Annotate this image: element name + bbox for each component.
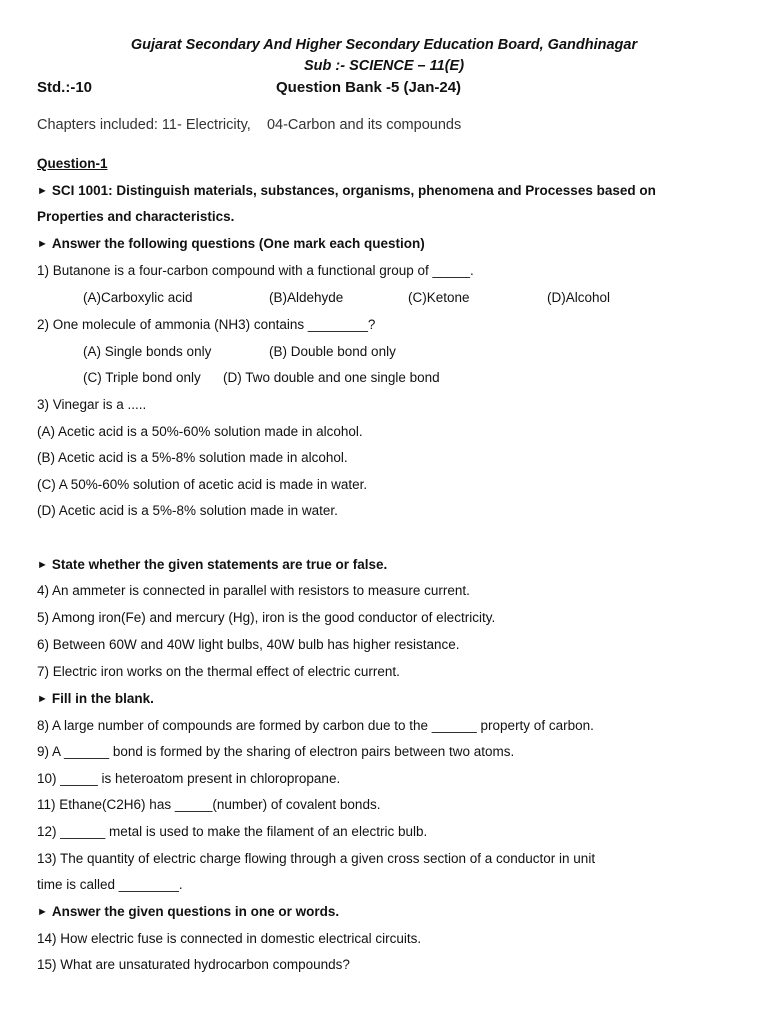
question-4: 4) An ammeter is connected in parallel with resistors to measure current.	[37, 583, 470, 598]
q3-option-b: (B) Acetic acid is a 5%-8% solution made in alcohol.	[37, 450, 348, 465]
question-heading-text: Question-1	[37, 156, 108, 171]
triangle-bullet-icon: ►	[37, 238, 48, 250]
triangle-bullet-icon: ►	[37, 906, 48, 918]
question-6: 6) Between 60W and 40W light bulbs, 40W bulb has higher resistance.	[37, 637, 460, 652]
section-fill-blank	[37, 690, 154, 708]
question-2: 2) One molecule of ammonia (NH3) contains ________?	[37, 317, 376, 332]
q1-option-a: (A)Carboxylic acid	[83, 290, 193, 305]
section-mcq	[37, 235, 425, 253]
section-fill-text: Fill in the blank.	[51, 691, 154, 706]
section-one-word-text: Answer the given questions in one or words.	[51, 904, 340, 919]
sci-code-text: SCI 1001: Distinguish materials, substances, organisms, phenomena and Processes based on	[51, 183, 656, 198]
triangle-bullet-icon: ►	[37, 559, 48, 571]
triangle-bullet-icon: ►	[37, 185, 48, 197]
triangle-bullet-icon: ►	[37, 693, 48, 705]
question-13: 13) The quantity of electric charge flowing through a given cross section of a conductor in unit	[37, 851, 596, 866]
sci-code-cont: Properties and characteristics.	[37, 209, 235, 224]
question-11: 11) Ethane(C2H6) has _____(number) of covalent bonds.	[37, 797, 381, 812]
question-8: 8) A large number of compounds are formed by carbon due to the ______ property of carbon.	[37, 718, 594, 733]
board-title: Gujarat Secondary And Higher Secondary Education Board, Gandhinagar	[130, 37, 638, 53]
chapters-included: Chapters included: 11- Electricity, 04-Carbon and its compounds	[37, 117, 462, 133]
q1-option-c: (C)Ketone	[408, 290, 470, 305]
section-tf-text: State whether the given statements are true or false.	[51, 557, 388, 572]
q3-option-d: (D) Acetic acid is a 5%-8% solution made in water.	[37, 503, 338, 518]
subject-line: Sub :- SCIENCE – 11(E)	[303, 58, 465, 74]
q2-option-b: (B) Double bond only	[269, 344, 396, 359]
q3-option-c: (C) A 50%-60% solution of acetic acid is made in water.	[37, 477, 368, 492]
question-1: 1) Butanone is a four-carbon compound with a functional group of _____.	[37, 263, 474, 278]
section-one-word	[37, 903, 339, 921]
question-9: 9) A ______ bond is formed by the sharing of electron pairs between two atoms.	[37, 744, 515, 759]
q2-option-a: (A) Single bonds only	[83, 344, 212, 359]
q3-option-a: (A) Acetic acid is a 50%-60% solution made in alcohol.	[37, 424, 363, 439]
q2-option-c: (C) Triple bond only	[83, 370, 201, 385]
q2-option-d: (D) Two double and one single bond	[223, 370, 440, 385]
section-mcq-text: Answer the following questions (One mark each question)	[51, 236, 425, 251]
question-5: 5) Among iron(Fe) and mercury (Hg), iron is the good conductor of electricity.	[37, 610, 496, 625]
section-true-false	[37, 556, 387, 574]
question-bank-label: Question Bank -5 (Jan-24)	[276, 79, 462, 96]
question-3: 3) Vinegar is a .....	[37, 397, 147, 412]
sci-code	[37, 182, 656, 200]
std-row	[37, 79, 737, 96]
question-14: 14) How electric fuse is connected in domestic electrical circuits.	[37, 931, 422, 946]
question-heading	[37, 155, 108, 173]
question-10: 10) _____ is heteroatom present in chloropropane.	[37, 771, 341, 786]
q1-option-d: (D)Alcohol	[547, 290, 611, 305]
question-15: 15) What are unsaturated hydrocarbon compounds?	[37, 957, 350, 972]
question-7: 7) Electric iron works on the thermal effect of electric current.	[37, 664, 400, 679]
q1-option-b: (B)Aldehyde	[269, 290, 344, 305]
question-13-cont: time is called ________.	[37, 877, 183, 892]
question-12: 12) ______ metal is used to make the filament of an electric bulb.	[37, 824, 428, 839]
std-label: Std.:-10	[37, 79, 93, 96]
